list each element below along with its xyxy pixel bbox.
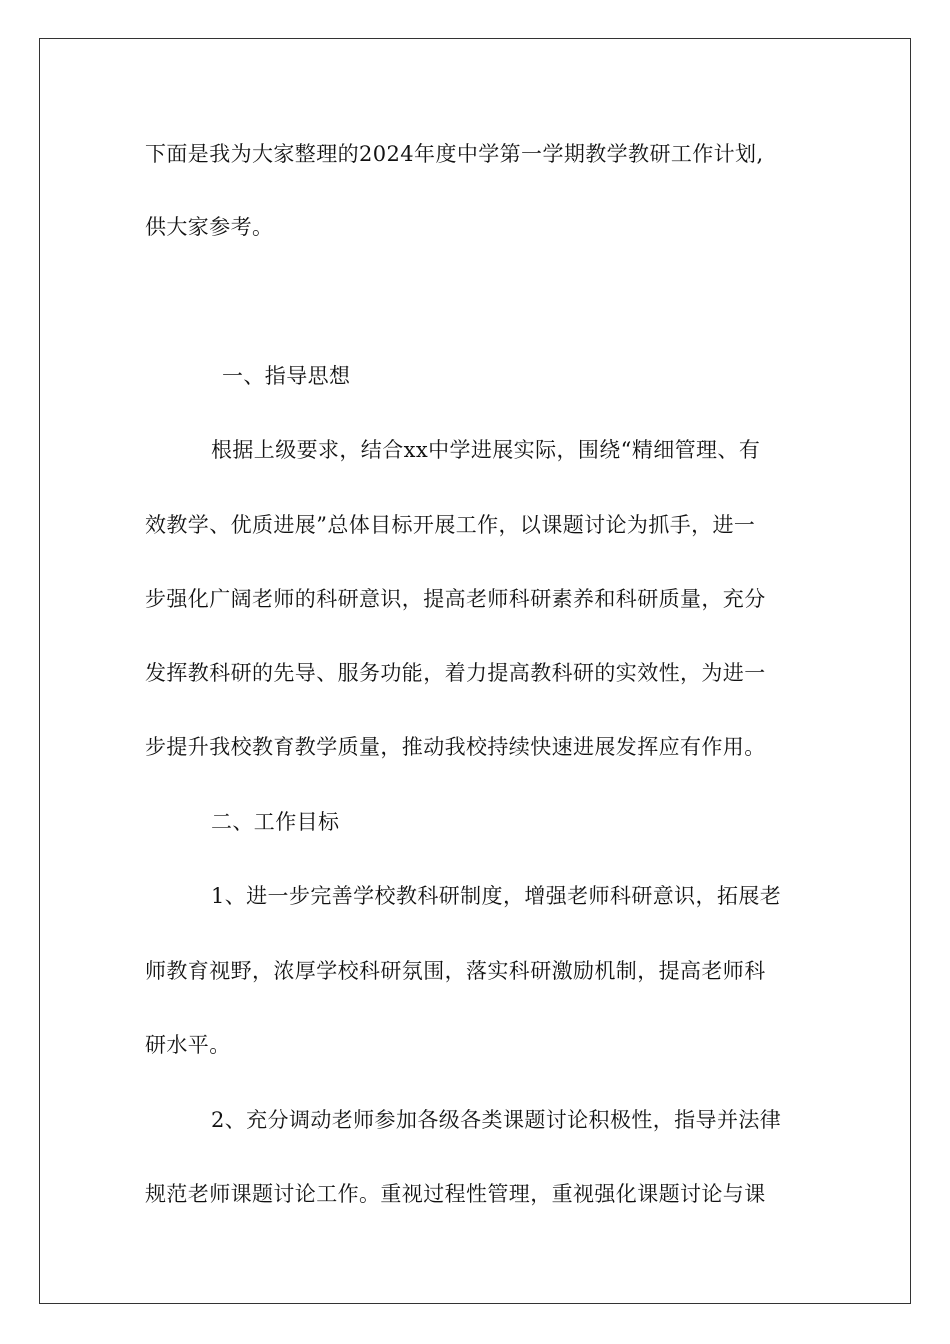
goal-1-line-3: 研水平。 (145, 1033, 231, 1057)
paragraph-1-line-1: 根据上级要求，结合xx中学进展实际，围绕“精细管理、有 (211, 438, 761, 462)
paragraph-1-line-3: 步强化广阔老师的科研意识，提高老师科研素养和科研质量，充分 (145, 587, 766, 611)
intro-line-2: 供大家参考。 (145, 215, 274, 239)
goal-2-line-1: 2、充分调动老师参加各级各类课题讨论积极性，指导并法律 (211, 1108, 782, 1132)
paragraph-1-line-2: 效教学、优质进展”总体目标开展工作，以课题讨论为抓手，进一 (145, 513, 756, 537)
intro-line-1: 下面是我为大家整理的2024年度中学第一学期教学教研工作计划, (145, 142, 764, 166)
goal-2-line-2: 规范老师课题讨论工作。重视过程性管理，重视强化课题讨论与课 (145, 1182, 766, 1206)
section-heading-work-goals: 二、工作目标 (211, 810, 340, 834)
goal-1-line-1: 1、进一步完善学校教科研制度，增强老师科研意识，拓展老 (211, 884, 782, 908)
section-heading-guiding-ideology: 一、指导思想 (222, 364, 351, 388)
goal-1-line-2: 师教育视野，浓厚学校科研氛围，落实科研激励机制，提高老师科 (145, 959, 766, 983)
paragraph-1-line-4: 发挥教科研的先导、服务功能，着力提高教科研的实效性，为进一 (145, 661, 766, 685)
paragraph-1-line-5: 步提升我校教育教学质量，推动我校持续快速进展发挥应有作用。 (145, 735, 766, 759)
